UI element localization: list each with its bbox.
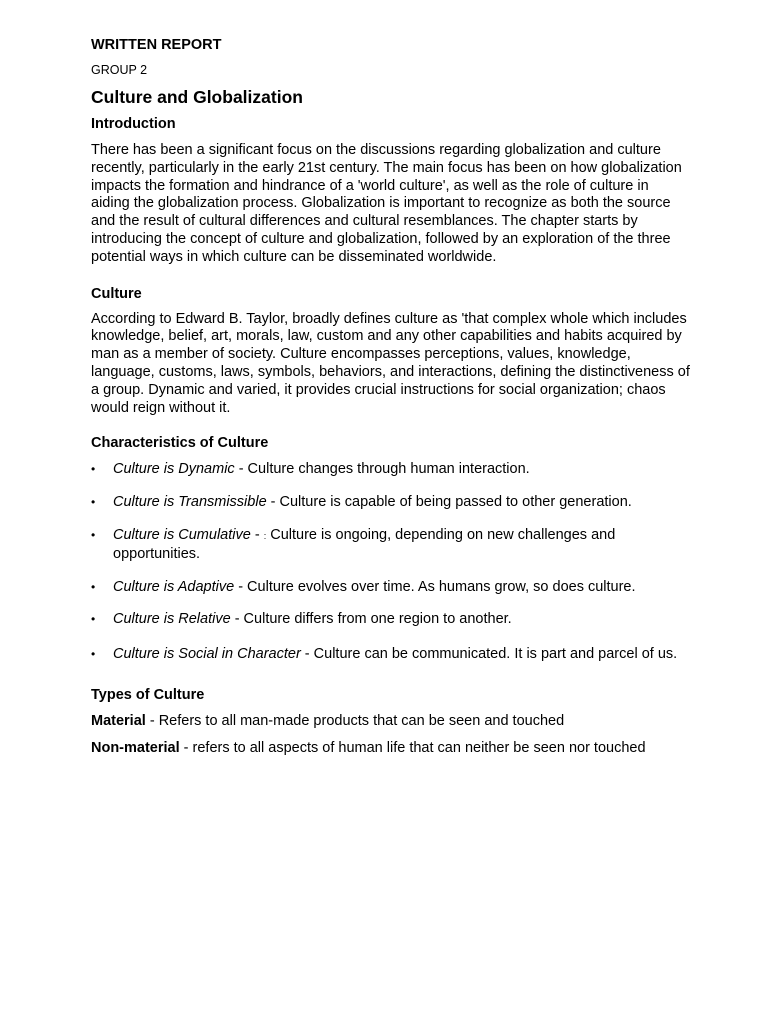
list-item xyxy=(91,646,691,664)
report-title: WRITTEN REPORT xyxy=(91,37,222,53)
characteristic-term: Culture is Relative xyxy=(113,611,231,628)
material-definition xyxy=(91,713,691,731)
list-item xyxy=(91,579,691,597)
characteristic-description: - Culture can be communicated. It is part and parcel of us. xyxy=(300,646,678,663)
characteristic-term: Culture is Transmissible xyxy=(113,494,267,511)
group-label: GROUP 2 xyxy=(91,63,148,77)
characteristic-description: - Culture is capable of being passed to other generation. xyxy=(266,494,632,511)
material-term: Material xyxy=(91,712,146,729)
bullet-icon: • xyxy=(91,579,96,594)
characteristic-term: Culture is Social in Character xyxy=(113,646,301,663)
characteristics-heading: Characteristics of Culture xyxy=(91,435,269,452)
characteristic-term: Culture is Adaptive xyxy=(113,578,235,595)
bullet-icon: • xyxy=(91,527,96,542)
culture-paragraph: According to Edward B. Taylor, broadly defines culture as 'that complex whole which includes knowledge, belief, art, morals, law, custom and any other capabilities and habits acquired by man as a member of society. Culture encompasses perceptions, values, knowledge, language, customs, laws, symbols, behaviors, and interactions, defining the distinctiveness of a group. Dynamic and varied, it provides crucial instructions for social organization; chaos would reign without it. xyxy=(91,310,690,416)
bullet-icon: • xyxy=(91,462,96,477)
characteristic-description: Culture is ongoing, depending on new challenges and opportunities. xyxy=(113,526,616,562)
characteristics-list xyxy=(91,461,691,664)
bullet-icon: • xyxy=(91,612,96,627)
document-title: Culture and Globalization xyxy=(91,87,303,107)
nonmaterial-definition xyxy=(91,740,691,758)
nonmaterial-description: - refers to all aspects of human life that can neither be seen nor touched xyxy=(179,739,646,756)
types-heading: Types of Culture xyxy=(91,686,205,703)
document-page xyxy=(91,36,691,758)
bullet-icon: • xyxy=(91,495,96,510)
culture-heading: Culture xyxy=(91,285,142,302)
nonmaterial-term: Non-material xyxy=(91,739,180,756)
list-item xyxy=(91,461,691,479)
characteristic-description: - Culture differs from one region to another. xyxy=(230,611,512,628)
list-item xyxy=(91,611,691,629)
list-item xyxy=(91,527,691,564)
introduction-heading: Introduction xyxy=(91,116,176,132)
introduction-paragraph: There has been a significant focus on the discussions regarding globalization and culture recently, particularly in the early 21st century. The main focus has been on how globalization impacts the formation and hindrance of a 'world culture', as well as the role of culture in aiding the globalization process. Globalization is important to recognize as both the source and the result of cultural differences and cultural resemblances. The chapter starts by introducing the concept of culture and globalization, followed by an exploration of the three potential ways in which culture can be disseminated worldwide. xyxy=(91,142,682,265)
characteristic-description: - Culture changes through human interaction. xyxy=(234,461,530,478)
characteristic-description: - Culture evolves over time. As humans grow, so does culture. xyxy=(234,578,636,595)
characteristic-colon: : xyxy=(263,530,267,541)
list-item xyxy=(91,494,691,512)
characteristic-term: Culture is Dynamic xyxy=(113,461,235,478)
characteristic-separator: - xyxy=(250,526,264,543)
characteristic-term: Culture is Cumulative xyxy=(113,526,251,543)
material-description: - Refers to all man-made products that can be seen and touched xyxy=(145,712,565,729)
bullet-icon: • xyxy=(91,647,96,662)
